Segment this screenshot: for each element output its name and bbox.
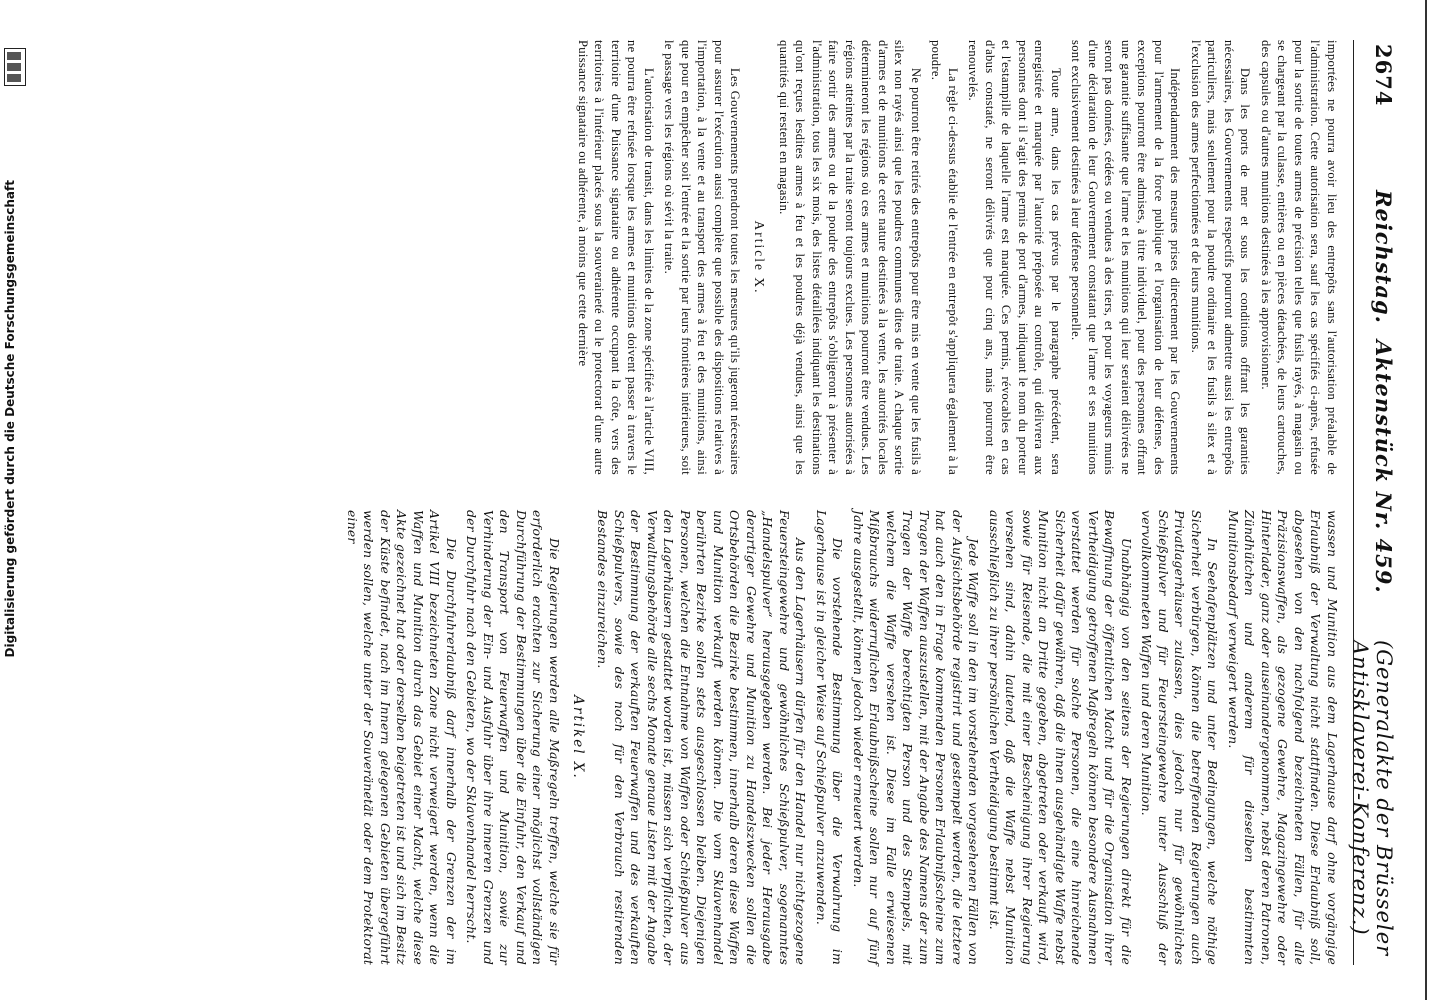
de-paragraph: wassen und Munition aus dem Lagerhause darf ohne vorgängige Erlaubniß der Verwaltung nicht stattfinden. Diese Erlaubniß soll, abgesehen von den nachfolgend bezeichneten Fällen, für alle Präzisionswaffen, als gezogene Gewehre, Magazingewehre oder Hinterlader, ganz oder auseinandergenommen, nebst deren Patronen, Zündhütchen und anderem für dieselben bestimmten Munitionsbedarf verweigert werden. [1226, 510, 1340, 965]
publication-title: Reichstag. [1371, 190, 1396, 324]
fr-paragraph: importées ne pourra avoir lieu des entrepôts sans l'autorisation préalable de l'administration. Cette autorisation sera, sauf les cas spécifiés ci-après, refusée pour la sortie de toutes armes de précision telles que fusils rayés, à magasin ou se chargeant par la culasse, entières ou en pièces détachées, de leurs cartouches, des capsules ou d'autres munitions destinées à les approvisionner. [1259, 40, 1339, 475]
de-paragraph: Aus den Lagerhäusern dürfen für den Handel nur nichtgezogene Feuersteingewehre und gewöhnliches Schießpulver, sogenanntes „Handelspulver“ herausgegeben werden. Bei jeder Herausgabe derartiger Gewehre und Munition zu Handelszwecken sollen die Ortsbehörden die Bezirke bestimmen, innerhalb deren diese Waffen und Munition verkauft werden können. Die vom Sklavenhandel berührten Bezirke sollen stets ausgeschlossen bleiben. Diejenigen Personen, welchen die Entnahme von Waffen oder Schießpulver aus den Lagerhäusern gestattet worden ist, müssen sich verpflichten, der Verwaltungsbehörde alle sechs Monate genaue Listen mit der Angabe der Bestimmung der verkauften Feuerwaffen und des verkauften Schießpulvers, sowie des noch für den Verbrauch restirenden Bestandes einzureichen. [595, 510, 809, 965]
dfg-logo-icon [4, 48, 26, 86]
page-number: 2674 [1371, 44, 1396, 107]
fr-paragraph: Dans les ports de mer et sous les conditions offrant les garanties nécessaires, les Gouvernements respectifs pourront admettre aussi les entrepôts particuliers, mais seulement pour la poudre ordinaire et les fusils à silex et à l'exclusion des armes perfectionnées et de leurs munitions. [1189, 40, 1253, 475]
de-article-heading: Artikel X. [570, 695, 586, 780]
fr-paragraph: Toute arme, dans les cas prévus par le paragraphe précédent, sera enregistrée et marquée par l'autorité préposée au contrôle, qui délivrera aux personnes dont il s'agit des permis de port d'armes, indiquant le nom du porteur et l'estampille de laquelle l'arme est marquée. Ces permis, révocables en cas d'abus constaté, ne seront délivrés que pour cinq ans, mais pourront être renouvelés. [966, 40, 1063, 475]
de-paragraph: Die vorstehende Bestimmung über die Verwahrung im Lagerhause ist in gleicher Weise auf Schießpulver anzuwenden. [814, 510, 846, 965]
digitization-note: Digitalisierung gefördert durch die Deutsche Forschungsgemeinschaft [3, 180, 17, 658]
page-edge [1425, 0, 1427, 1000]
de-article-paragraph: Die Durchfuhrerlaubniß darf innerhalb der Grenzen der im Artikel VIII bezeichneten Zone nicht verweigert werden, wenn die Waffen und Munition durch das Gebiet einer Macht, welche diese Akte gezeichnet hat oder derselben beigetreten ist und sich im Besitz der Küste befindet, nach im Innern gelegenen Gebieten übergeführt werden sollen, welche unter der Souveränetät oder dem Protektorat einer [345, 510, 459, 965]
header-rule [1353, 40, 1354, 965]
digitization-footer [3, 40, 27, 960]
fr-article-paragraph: Les Gouvernements prendront toutes les mesures qu'ils jugeront nécessaires pour assurer l'exécution aussi complète que possible des dispositions relatives à l'importation, à la vente et au transport des armes à feu et des munitions, ainsi que pour en empêcher soit l'entrée et la sortie par leurs frontières intérieures, soit le passage vers les régions où sévit la traite. [662, 40, 743, 475]
fr-paragraph: Ne pourront être retirés des entrepôts pour être mis en vente que les fusils à silex non rayés ainsi que les poudres communes dites de traite. A chaque sortie d'armes et de munitions de cette nature destinées à la vente, les autorités locales détermineront les régions où ces armes et munitions pourront être vendues. Les régions atteintes par la traite seront toujours exclues. Les personnes autorisées à faire sortir des armes ou de la poudre des entrepôts s'obligeront à présenter à l'administration, tous les six mois, des listes détaillées indiquant les destinations qu'ont reçues lesdites armes à feu et les poudres déjà vendues, ainsi que les quantités qui restent en magasin. [777, 40, 923, 475]
french-column [40, 40, 1340, 475]
running-header [1348, 40, 1396, 965]
german-column [40, 510, 1340, 965]
de-paragraph: Unabhängig von den seitens der Regierungen direkt für die Bewaffnung der öffentlichen Macht und für die Organisation ihrer Vertheidigung getroffenen Maßregeln können besondere Ausnahmen verstattet werden für solche Personen, die eine hinreichende Sicherheit dafür gewähren, daß die ihnen ausgehändigte Waffe nebst Munition nicht an Dritte gegeben, abgetreten oder verkauft wird, sowie für Reisende, die mit einer Bescheinigung ihrer Regierung versehen sind, dahin lautend, daß die Waffe nebst Munition ausschließlich zu ihrer persönlichen Vertheidigung bestimmt ist. [987, 510, 1134, 965]
fr-paragraph: La règle ci-dessus établie de l'entrée en entrepôt s'appliquera également à la poudre. [929, 40, 960, 475]
fr-article-heading: Article X. [752, 220, 768, 295]
de-paragraph: Jede Waffe soll in den im vorstehenden vorgesehenen Fällen von der Aufsichtsbehörde registrirt und gestempelt werden, die letztere hat auch den in Frage kommenden Personen Erlaubnißscheine zum Tragen der Waffen auszustellen, mit der Angabe des Namens der zum Tragen der Waffe berechtigten Person und des Stempels, mit welchem die Waffe versehen ist. Diese im Falle erwiesenen Mißbrauchs widerruflichen Erlaubnißscheine sollen nur auf fünf Jahre ausgestellt, können jedoch wieder erneuert werden. [851, 510, 982, 965]
de-paragraph: In Seehafenplätzen und unter Bedingungen, welche nöthige Sicherheit verbürgen, können die betreffenden Regierungen auch Privatlagerhäuser zulassen, dies jedoch nur für gewöhnliches Schießpulver und für Feuersteingewehre unter Ausschluß der vervollkommneten Waffen und deren Munition. [1139, 510, 1221, 965]
document-number: Aktenstück Nr. 459. [1371, 340, 1396, 594]
fr-paragraph: Indépendamment des mesures prises directement par les Gouvernements pour l'armement de la force publique et l'organisation de leur défense, des exceptions pourront être admises, à titre individuel, pour des personnes offrant une garantie suffisante que l'arme et les munitions qui leur seraient délivrées ne seront pas données, cédées ou vendues à des tiers, et pour les voyageurs munis d'une déclaration de leur Gouvernement constatant que l'arme et ses munitions sont exclusivement destinées à leur défense personnelle. [1069, 40, 1183, 475]
conference-title: (Generalakte der Brüsseler Antisklaverei-Konferenz.) [1348, 640, 1396, 957]
fr-article-paragraph: L'autorisation de transit, dans les limites de la zone spécifiée à l'article VIII, ne pourra être refusée lorsque les armes et munitions doivent passer à travers le territoire d'une Puissance signataire ou adhérente occupant la côte, vers des territoires à l'intérieur placés sous la souveraineté ou le protectorat d'une autre Puissance signataire ou adhérente, à moins que cette dernière [576, 40, 656, 475]
de-article-paragraph: Die Regierungen werden alle Maßregeln treffen, welche sie für erforderlich erachten zur Sicherung einer möglichst vollständigen Durchführung der Bestimmungen über die Einfuhr, den Verkauf und den Transport von Feuerwaffen und Munition, sowie zur Verhinderung der Ein- und Ausfuhr über ihre inneren Grenzen und der Durchfuhr nach den Gebieten, wo der Sklavenhandel herrscht. [464, 510, 562, 965]
